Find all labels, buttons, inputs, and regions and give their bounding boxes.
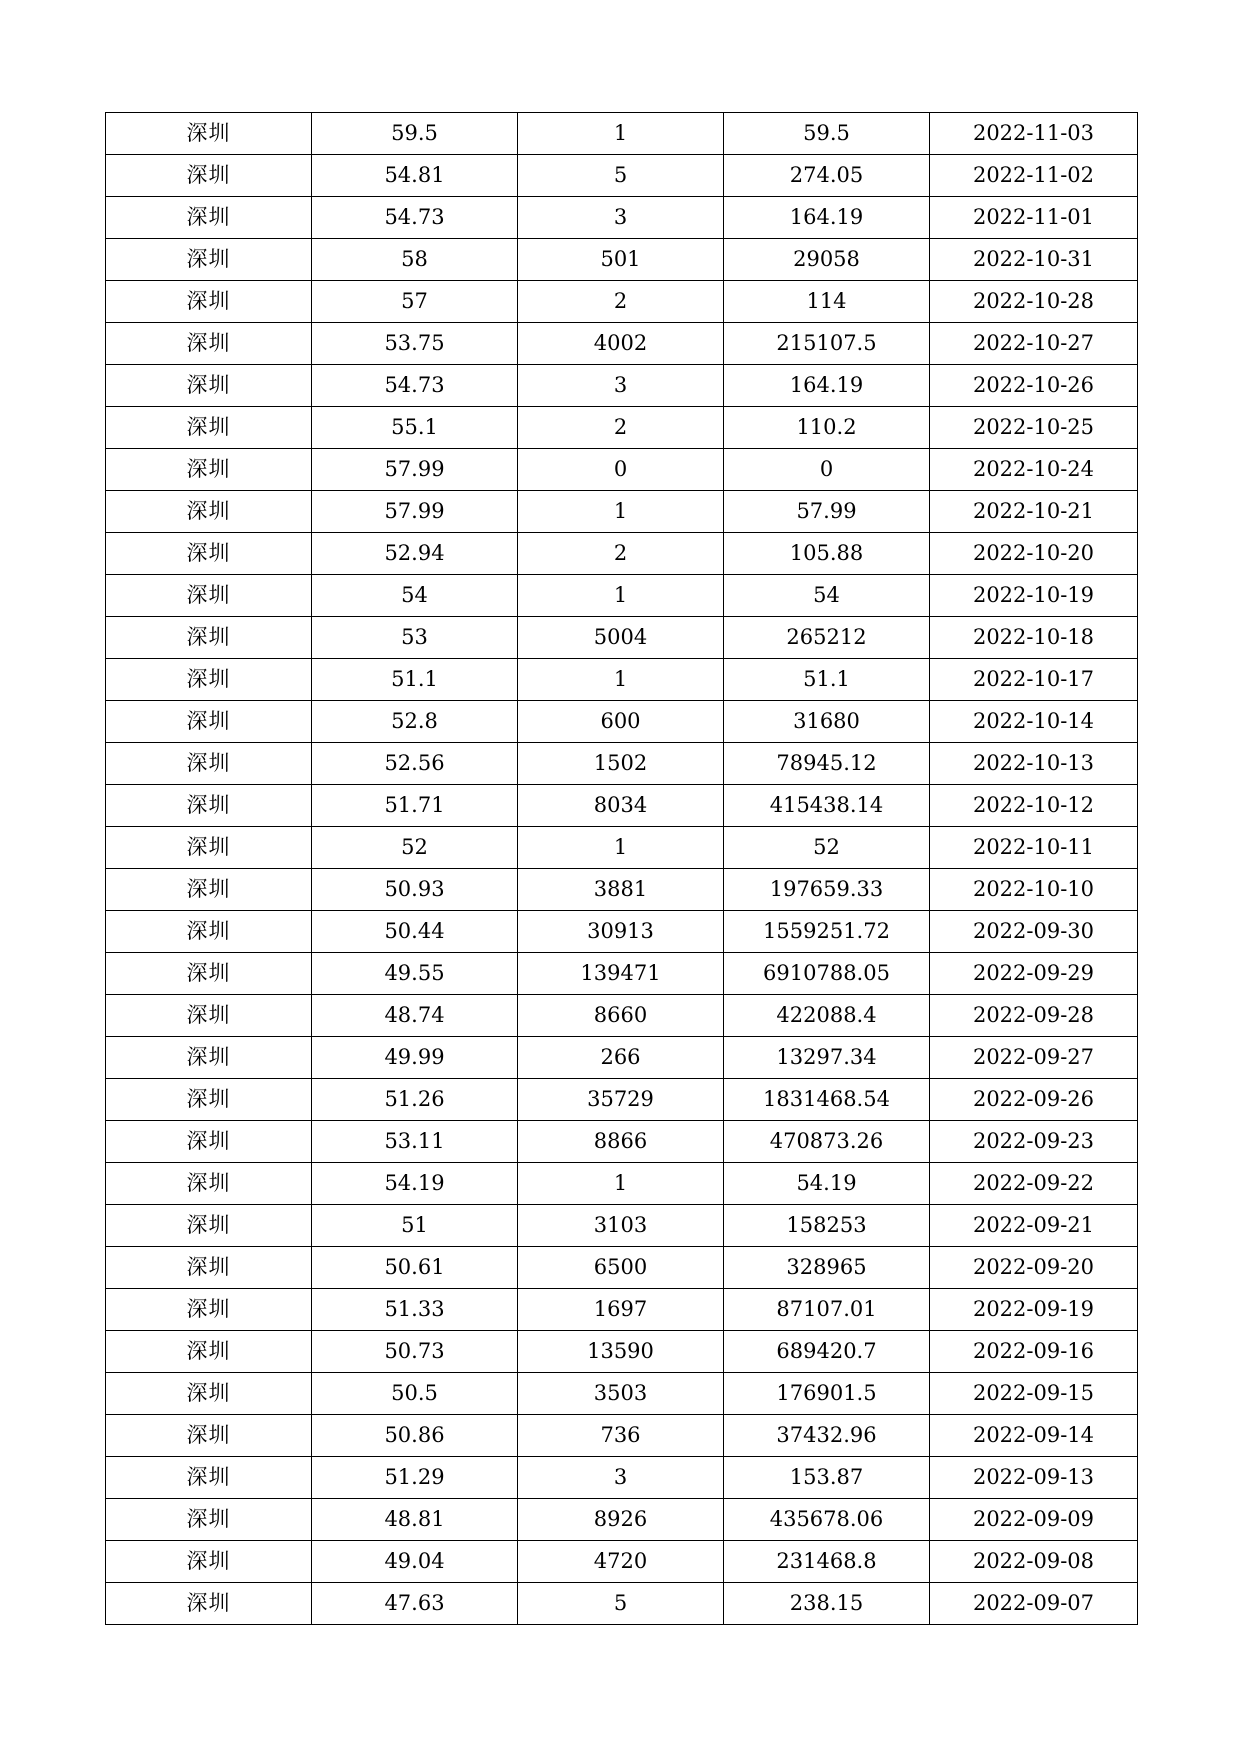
city-cell: 深圳 bbox=[106, 533, 312, 575]
date-cell: 2022-10-20 bbox=[930, 533, 1138, 575]
date-cell: 2022-10-10 bbox=[930, 869, 1138, 911]
amount-cell: 54 bbox=[724, 575, 930, 617]
date-cell: 2022-09-07 bbox=[930, 1583, 1138, 1625]
date-cell: 2022-10-31 bbox=[930, 239, 1138, 281]
table-row bbox=[106, 1163, 1138, 1205]
price-cell: 54.73 bbox=[312, 365, 518, 407]
city-cell: 深圳 bbox=[106, 743, 312, 785]
amount-cell: 470873.26 bbox=[724, 1121, 930, 1163]
amount-cell: 37432.96 bbox=[724, 1415, 930, 1457]
volume-cell: 1 bbox=[518, 113, 724, 155]
date-cell: 2022-09-20 bbox=[930, 1247, 1138, 1289]
volume-cell: 35729 bbox=[518, 1079, 724, 1121]
amount-cell: 153.87 bbox=[724, 1457, 930, 1499]
table-row bbox=[106, 1583, 1138, 1625]
amount-cell: 158253 bbox=[724, 1205, 930, 1247]
table-row bbox=[106, 1205, 1138, 1247]
city-cell: 深圳 bbox=[106, 113, 312, 155]
city-cell: 深圳 bbox=[106, 1121, 312, 1163]
volume-cell: 139471 bbox=[518, 953, 724, 995]
amount-cell: 164.19 bbox=[724, 365, 930, 407]
city-cell: 深圳 bbox=[106, 911, 312, 953]
table-row bbox=[106, 533, 1138, 575]
volume-cell: 3503 bbox=[518, 1373, 724, 1415]
price-cell: 52.8 bbox=[312, 701, 518, 743]
table-row bbox=[106, 1415, 1138, 1457]
date-cell: 2022-09-28 bbox=[930, 995, 1138, 1037]
table-row bbox=[106, 1121, 1138, 1163]
date-cell: 2022-11-03 bbox=[930, 113, 1138, 155]
city-cell: 深圳 bbox=[106, 323, 312, 365]
table-row bbox=[106, 1457, 1138, 1499]
date-cell: 2022-09-15 bbox=[930, 1373, 1138, 1415]
city-cell: 深圳 bbox=[106, 1205, 312, 1247]
price-cell: 50.61 bbox=[312, 1247, 518, 1289]
amount-cell: 52 bbox=[724, 827, 930, 869]
date-cell: 2022-10-12 bbox=[930, 785, 1138, 827]
price-cell: 52 bbox=[312, 827, 518, 869]
table-row bbox=[106, 1247, 1138, 1289]
volume-cell: 0 bbox=[518, 449, 724, 491]
city-cell: 深圳 bbox=[106, 1415, 312, 1457]
amount-cell: 59.5 bbox=[724, 113, 930, 155]
price-cell: 48.81 bbox=[312, 1499, 518, 1541]
volume-cell: 1502 bbox=[518, 743, 724, 785]
amount-cell: 105.88 bbox=[724, 533, 930, 575]
volume-cell: 1 bbox=[518, 491, 724, 533]
price-cell: 53.75 bbox=[312, 323, 518, 365]
table-row bbox=[106, 617, 1138, 659]
volume-cell: 2 bbox=[518, 407, 724, 449]
date-cell: 2022-10-26 bbox=[930, 365, 1138, 407]
city-cell: 深圳 bbox=[106, 995, 312, 1037]
volume-cell: 13590 bbox=[518, 1331, 724, 1373]
volume-cell: 5004 bbox=[518, 617, 724, 659]
price-cell: 54 bbox=[312, 575, 518, 617]
date-cell: 2022-10-25 bbox=[930, 407, 1138, 449]
date-cell: 2022-09-13 bbox=[930, 1457, 1138, 1499]
table-row bbox=[106, 1289, 1138, 1331]
volume-cell: 3103 bbox=[518, 1205, 724, 1247]
price-cell: 59.5 bbox=[312, 113, 518, 155]
date-cell: 2022-10-11 bbox=[930, 827, 1138, 869]
volume-cell: 2 bbox=[518, 533, 724, 575]
amount-cell: 265212 bbox=[724, 617, 930, 659]
date-cell: 2022-09-16 bbox=[930, 1331, 1138, 1373]
city-cell: 深圳 bbox=[106, 491, 312, 533]
price-cell: 51.1 bbox=[312, 659, 518, 701]
volume-cell: 8926 bbox=[518, 1499, 724, 1541]
price-cell: 49.55 bbox=[312, 953, 518, 995]
city-cell: 深圳 bbox=[106, 659, 312, 701]
amount-cell: 110.2 bbox=[724, 407, 930, 449]
amount-cell: 238.15 bbox=[724, 1583, 930, 1625]
date-cell: 2022-11-02 bbox=[930, 155, 1138, 197]
volume-cell: 4002 bbox=[518, 323, 724, 365]
amount-cell: 1831468.54 bbox=[724, 1079, 930, 1121]
city-cell: 深圳 bbox=[106, 1583, 312, 1625]
table-row bbox=[106, 1079, 1138, 1121]
city-cell: 深圳 bbox=[106, 1163, 312, 1205]
volume-cell: 1 bbox=[518, 1163, 724, 1205]
date-cell: 2022-10-28 bbox=[930, 281, 1138, 323]
table-row bbox=[106, 449, 1138, 491]
date-cell: 2022-09-29 bbox=[930, 953, 1138, 995]
volume-cell: 5 bbox=[518, 155, 724, 197]
amount-cell: 54.19 bbox=[724, 1163, 930, 1205]
price-cell: 51 bbox=[312, 1205, 518, 1247]
city-cell: 深圳 bbox=[106, 197, 312, 239]
volume-cell: 6500 bbox=[518, 1247, 724, 1289]
volume-cell: 3 bbox=[518, 1457, 724, 1499]
amount-cell: 6910788.05 bbox=[724, 953, 930, 995]
volume-cell: 2 bbox=[518, 281, 724, 323]
volume-cell: 1 bbox=[518, 575, 724, 617]
amount-cell: 415438.14 bbox=[724, 785, 930, 827]
amount-cell: 164.19 bbox=[724, 197, 930, 239]
date-cell: 2022-09-22 bbox=[930, 1163, 1138, 1205]
price-cell: 57.99 bbox=[312, 449, 518, 491]
date-cell: 2022-10-17 bbox=[930, 659, 1138, 701]
table-row bbox=[106, 155, 1138, 197]
price-cell: 50.44 bbox=[312, 911, 518, 953]
table-row bbox=[106, 575, 1138, 617]
amount-cell: 274.05 bbox=[724, 155, 930, 197]
price-cell: 51.33 bbox=[312, 1289, 518, 1331]
price-cell: 51.29 bbox=[312, 1457, 518, 1499]
table-row bbox=[106, 701, 1138, 743]
table-row bbox=[106, 365, 1138, 407]
table-row bbox=[106, 659, 1138, 701]
volume-cell: 1 bbox=[518, 827, 724, 869]
date-cell: 2022-09-21 bbox=[930, 1205, 1138, 1247]
volume-cell: 8660 bbox=[518, 995, 724, 1037]
date-cell: 2022-10-13 bbox=[930, 743, 1138, 785]
amount-cell: 422088.4 bbox=[724, 995, 930, 1037]
amount-cell: 689420.7 bbox=[724, 1331, 930, 1373]
volume-cell: 3 bbox=[518, 365, 724, 407]
city-cell: 深圳 bbox=[106, 449, 312, 491]
table-row bbox=[106, 323, 1138, 365]
city-cell: 深圳 bbox=[106, 785, 312, 827]
price-cell: 49.04 bbox=[312, 1541, 518, 1583]
amount-cell: 231468.8 bbox=[724, 1541, 930, 1583]
price-cell: 50.93 bbox=[312, 869, 518, 911]
date-cell: 2022-10-19 bbox=[930, 575, 1138, 617]
city-cell: 深圳 bbox=[106, 701, 312, 743]
table-row bbox=[106, 197, 1138, 239]
price-cell: 55.1 bbox=[312, 407, 518, 449]
price-cell: 54.73 bbox=[312, 197, 518, 239]
date-cell: 2022-10-18 bbox=[930, 617, 1138, 659]
date-cell: 2022-10-14 bbox=[930, 701, 1138, 743]
volume-cell: 8866 bbox=[518, 1121, 724, 1163]
volume-cell: 3881 bbox=[518, 869, 724, 911]
date-cell: 2022-09-26 bbox=[930, 1079, 1138, 1121]
date-cell: 2022-10-24 bbox=[930, 449, 1138, 491]
volume-cell: 600 bbox=[518, 701, 724, 743]
price-cell: 49.99 bbox=[312, 1037, 518, 1079]
table-row bbox=[106, 113, 1138, 155]
city-cell: 深圳 bbox=[106, 827, 312, 869]
amount-cell: 435678.06 bbox=[724, 1499, 930, 1541]
city-cell: 深圳 bbox=[106, 617, 312, 659]
table-row bbox=[106, 1331, 1138, 1373]
table-row bbox=[106, 1037, 1138, 1079]
price-cell: 51.71 bbox=[312, 785, 518, 827]
amount-cell: 0 bbox=[724, 449, 930, 491]
price-cell: 53.11 bbox=[312, 1121, 518, 1163]
price-cell: 50.5 bbox=[312, 1373, 518, 1415]
volume-cell: 266 bbox=[518, 1037, 724, 1079]
table-row bbox=[106, 1541, 1138, 1583]
date-cell: 2022-10-27 bbox=[930, 323, 1138, 365]
city-cell: 深圳 bbox=[106, 1373, 312, 1415]
table-row bbox=[106, 953, 1138, 995]
table-row bbox=[106, 1499, 1138, 1541]
price-cell: 52.56 bbox=[312, 743, 518, 785]
price-cell: 57.99 bbox=[312, 491, 518, 533]
volume-cell: 8034 bbox=[518, 785, 724, 827]
amount-cell: 87107.01 bbox=[724, 1289, 930, 1331]
amount-cell: 215107.5 bbox=[724, 323, 930, 365]
city-cell: 深圳 bbox=[106, 1541, 312, 1583]
date-cell: 2022-09-30 bbox=[930, 911, 1138, 953]
table-row bbox=[106, 743, 1138, 785]
date-cell: 2022-09-27 bbox=[930, 1037, 1138, 1079]
amount-cell: 57.99 bbox=[724, 491, 930, 533]
city-cell: 深圳 bbox=[106, 1457, 312, 1499]
city-cell: 深圳 bbox=[106, 365, 312, 407]
city-cell: 深圳 bbox=[106, 869, 312, 911]
table-body bbox=[106, 113, 1138, 1625]
amount-cell: 31680 bbox=[724, 701, 930, 743]
amount-cell: 328965 bbox=[724, 1247, 930, 1289]
volume-cell: 4720 bbox=[518, 1541, 724, 1583]
table-row bbox=[106, 911, 1138, 953]
price-cell: 48.74 bbox=[312, 995, 518, 1037]
date-cell: 2022-09-19 bbox=[930, 1289, 1138, 1331]
price-cell: 50.86 bbox=[312, 1415, 518, 1457]
price-cell: 58 bbox=[312, 239, 518, 281]
volume-cell: 30913 bbox=[518, 911, 724, 953]
table-row bbox=[106, 995, 1138, 1037]
date-cell: 2022-11-01 bbox=[930, 197, 1138, 239]
amount-cell: 29058 bbox=[724, 239, 930, 281]
table-row bbox=[106, 785, 1138, 827]
city-cell: 深圳 bbox=[106, 1037, 312, 1079]
city-cell: 深圳 bbox=[106, 1079, 312, 1121]
city-cell: 深圳 bbox=[106, 1331, 312, 1373]
city-cell: 深圳 bbox=[106, 1289, 312, 1331]
amount-cell: 197659.33 bbox=[724, 869, 930, 911]
price-cell: 53 bbox=[312, 617, 518, 659]
city-cell: 深圳 bbox=[106, 239, 312, 281]
price-cell: 57 bbox=[312, 281, 518, 323]
city-cell: 深圳 bbox=[106, 155, 312, 197]
table-row bbox=[106, 407, 1138, 449]
table-row bbox=[106, 281, 1138, 323]
date-cell: 2022-09-08 bbox=[930, 1541, 1138, 1583]
table-row bbox=[106, 827, 1138, 869]
date-cell: 2022-09-23 bbox=[930, 1121, 1138, 1163]
amount-cell: 78945.12 bbox=[724, 743, 930, 785]
data-table bbox=[105, 112, 1138, 1625]
amount-cell: 114 bbox=[724, 281, 930, 323]
table-row bbox=[106, 491, 1138, 533]
price-cell: 54.19 bbox=[312, 1163, 518, 1205]
city-cell: 深圳 bbox=[106, 281, 312, 323]
date-cell: 2022-10-21 bbox=[930, 491, 1138, 533]
volume-cell: 1 bbox=[518, 659, 724, 701]
table-row bbox=[106, 239, 1138, 281]
city-cell: 深圳 bbox=[106, 1499, 312, 1541]
amount-cell: 13297.34 bbox=[724, 1037, 930, 1079]
amount-cell: 1559251.72 bbox=[724, 911, 930, 953]
city-cell: 深圳 bbox=[106, 953, 312, 995]
volume-cell: 501 bbox=[518, 239, 724, 281]
price-cell: 51.26 bbox=[312, 1079, 518, 1121]
table-row bbox=[106, 869, 1138, 911]
volume-cell: 736 bbox=[518, 1415, 724, 1457]
city-cell: 深圳 bbox=[106, 407, 312, 449]
city-cell: 深圳 bbox=[106, 575, 312, 617]
volume-cell: 3 bbox=[518, 197, 724, 239]
volume-cell: 1697 bbox=[518, 1289, 724, 1331]
price-cell: 47.63 bbox=[312, 1583, 518, 1625]
amount-cell: 176901.5 bbox=[724, 1373, 930, 1415]
date-cell: 2022-09-14 bbox=[930, 1415, 1138, 1457]
volume-cell: 5 bbox=[518, 1583, 724, 1625]
price-cell: 54.81 bbox=[312, 155, 518, 197]
city-cell: 深圳 bbox=[106, 1247, 312, 1289]
table-row bbox=[106, 1373, 1138, 1415]
amount-cell: 51.1 bbox=[724, 659, 930, 701]
date-cell: 2022-09-09 bbox=[930, 1499, 1138, 1541]
price-cell: 50.73 bbox=[312, 1331, 518, 1373]
price-cell: 52.94 bbox=[312, 533, 518, 575]
